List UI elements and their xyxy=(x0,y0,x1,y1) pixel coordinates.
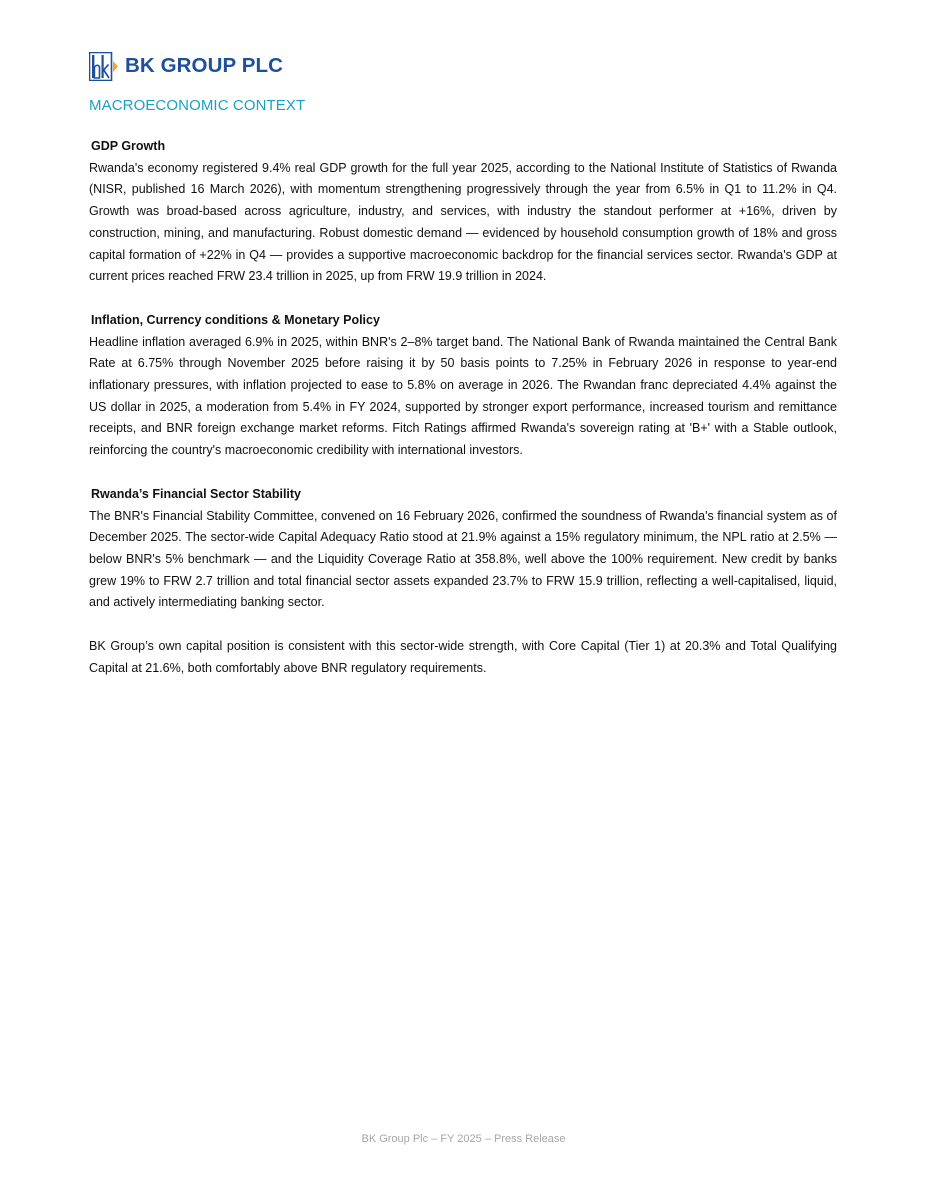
bk-capital-text: BK Group’s own capital position is consistent with this sector-wide strength, with Core Capital (Tier 1) at 20.3% and Total Qualifying Capital at 21.6%, both comfortably above BNR regulatory requirements. xyxy=(89,639,837,675)
bk-group-logo xyxy=(89,51,283,81)
gdp-growth-title: GDP Growth xyxy=(91,139,166,153)
spacer xyxy=(89,288,837,310)
financial-stability-text: The BNR's Financial Stability Committee, convened on 16 February 2026, confirmed the soundness of Rwanda's financial system as of December 2025. The sector-wide Capital Adequacy Ratio stood at 21.9% against a 15% regulatory minimum, the NPL ratio at 2.5% — below BNR's 5% benchmark — and the Liquidity Coverage Ratio at 358.8%, well above the 100% requirement. New credit by banks grew 19% to FRW 2.7 trillion and total financial sector assets expanded 23.7% to FRW 15.9 trillion, reflecting a well-capitalised, liquid, and actively intermediating banking sector. xyxy=(89,508,837,610)
document-body xyxy=(89,136,837,679)
page-footer: BK Group Plc – FY 2025 – Press Release xyxy=(361,1133,566,1145)
spacer xyxy=(89,462,837,484)
financial-stability-title: Rwanda’s Financial Sector Stability xyxy=(91,486,302,501)
gdp-growth-text: Rwanda's economy registered 9.4% real GDP growth for the full year 2025, according to the National Institute of Statistics of Rwanda (NISR, published 16 March 2026), with momentum strengthening progressively through the year from 6.5% in Q1 to 11.2% in Q4. Growth was broad-based across agriculture, industry, and services, with industry the standout performer at +16%, driven by construction, mining, and manufacturing. Robust domestic demand — evidenced by household consumption growth of 18% and gross capital formation of +22% in Q4 — provides a supportive macroeconomic backdrop for the financial services sector. Rwanda's GDP at current prices reached FRW 23.4 trillion in 2025, up from FRW 19.9 trillion in 2024. xyxy=(89,160,837,284)
bk-logo-mark-icon xyxy=(89,52,119,81)
inflation-text: Headline inflation averaged 6.9% in 2025, within BNR's 2–8% target band. The National Bank of Rwanda maintained the Central Bank Rate at 6.75% through November 2025 before raising it by 50 basis points to 7.25% in February 2026 in response to year-end inflationary pressures, with inflation projected to ease to 5.8% on average in 2026. The Rwandan franc depreciated 4.4% against the US dollar in 2025, a moderation from 5.4% in FY 2024, supported by stronger export performance, increased tourism and remittance receipts, and BNR foreign exchange market reforms. Fitch Ratings affirmed Rwanda's sovereign rating at 'B+' with a Stable outlook, reinforcing the country's macroeconomic credibility with international investors. xyxy=(89,334,837,458)
spacer xyxy=(89,614,837,636)
inflation-title: Inflation, Currency conditions & Monetary Policy xyxy=(91,312,380,327)
section-heading: MACROECONOMIC CONTEXT xyxy=(89,97,306,114)
logo-wordmark: BK GROUP PLC xyxy=(125,53,284,77)
